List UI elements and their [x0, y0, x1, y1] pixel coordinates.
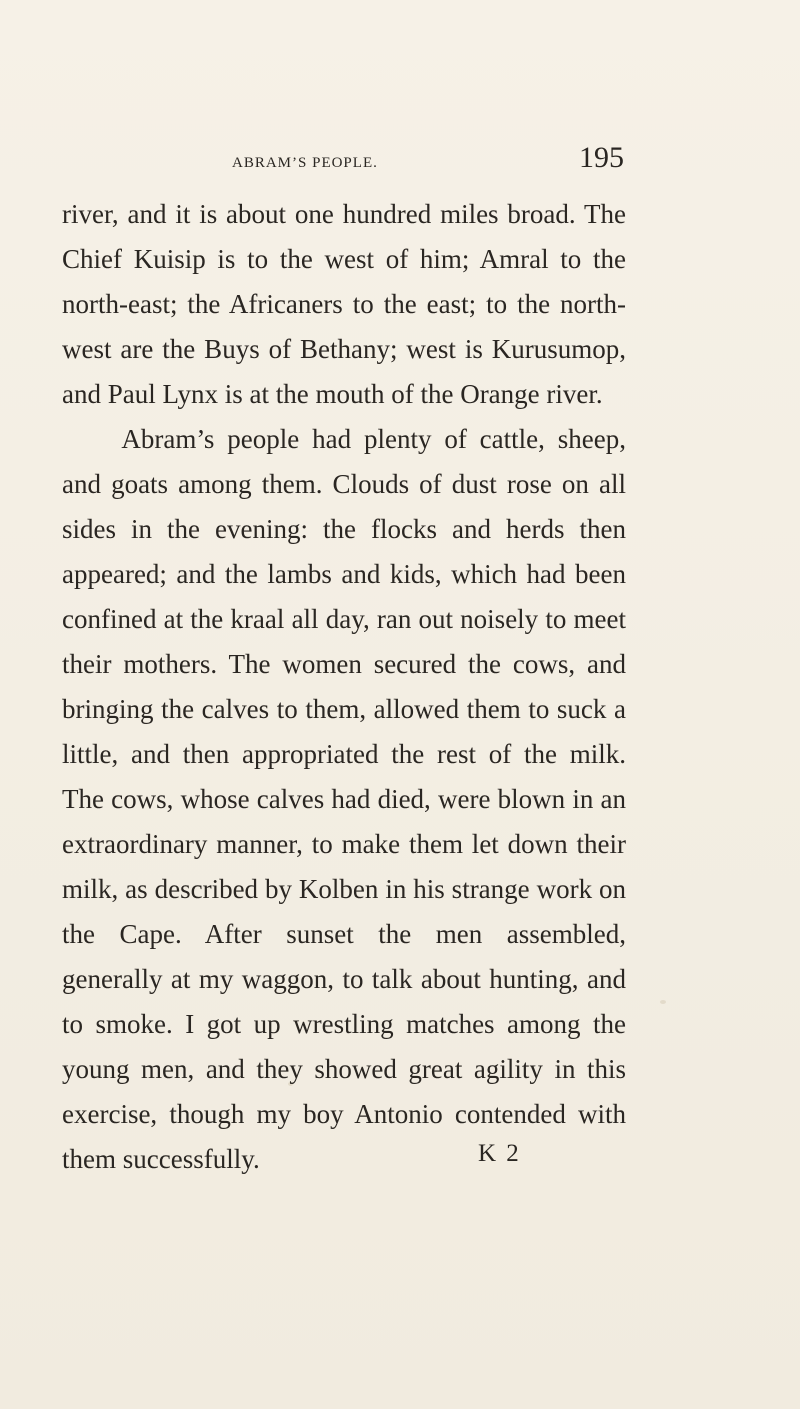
running-head-title: abram’s people.: [232, 147, 378, 172]
body-text: [62, 192, 626, 1182]
paragraph: Abram’s people had plenty of cattle, sheep, and goats among them. Clouds of dust rose on all sides in the evening: the flocks and herds then appeared; and the lambs and kids, which had been confined at the kraal all day, ran out noisely to meet their mothers. The women secured the cows, and bringing the calves to them, allowed them to suck a little, and then appropriated the rest of the milk. The cows, whose calves had died, were blown in an extraordinary manner, to make them let down their milk, as described by Kolben in his strange work on the Cape. After sunset the men assembled, generally at my waggon, to talk about hunting, and to smoke. I got up wrestling matches among the young men, and they showed great agility in this exercise, though my boy Antonio contended with them successfully.: [62, 424, 626, 1174]
signature-mark: K 2: [478, 1140, 521, 1167]
page-number: 195: [579, 141, 624, 174]
paragraph: river, and it is about one hundred miles broad. The Chief Kuisip is to the west of him; Amral to the north-east; the Africaners to the east; to the north-west are the Buys of Bethany; west is Kurusumop, and Paul Lynx is at the mouth of the Orange river.: [62, 199, 626, 409]
running-head: [232, 143, 624, 179]
paper-stain: [660, 1000, 666, 1004]
